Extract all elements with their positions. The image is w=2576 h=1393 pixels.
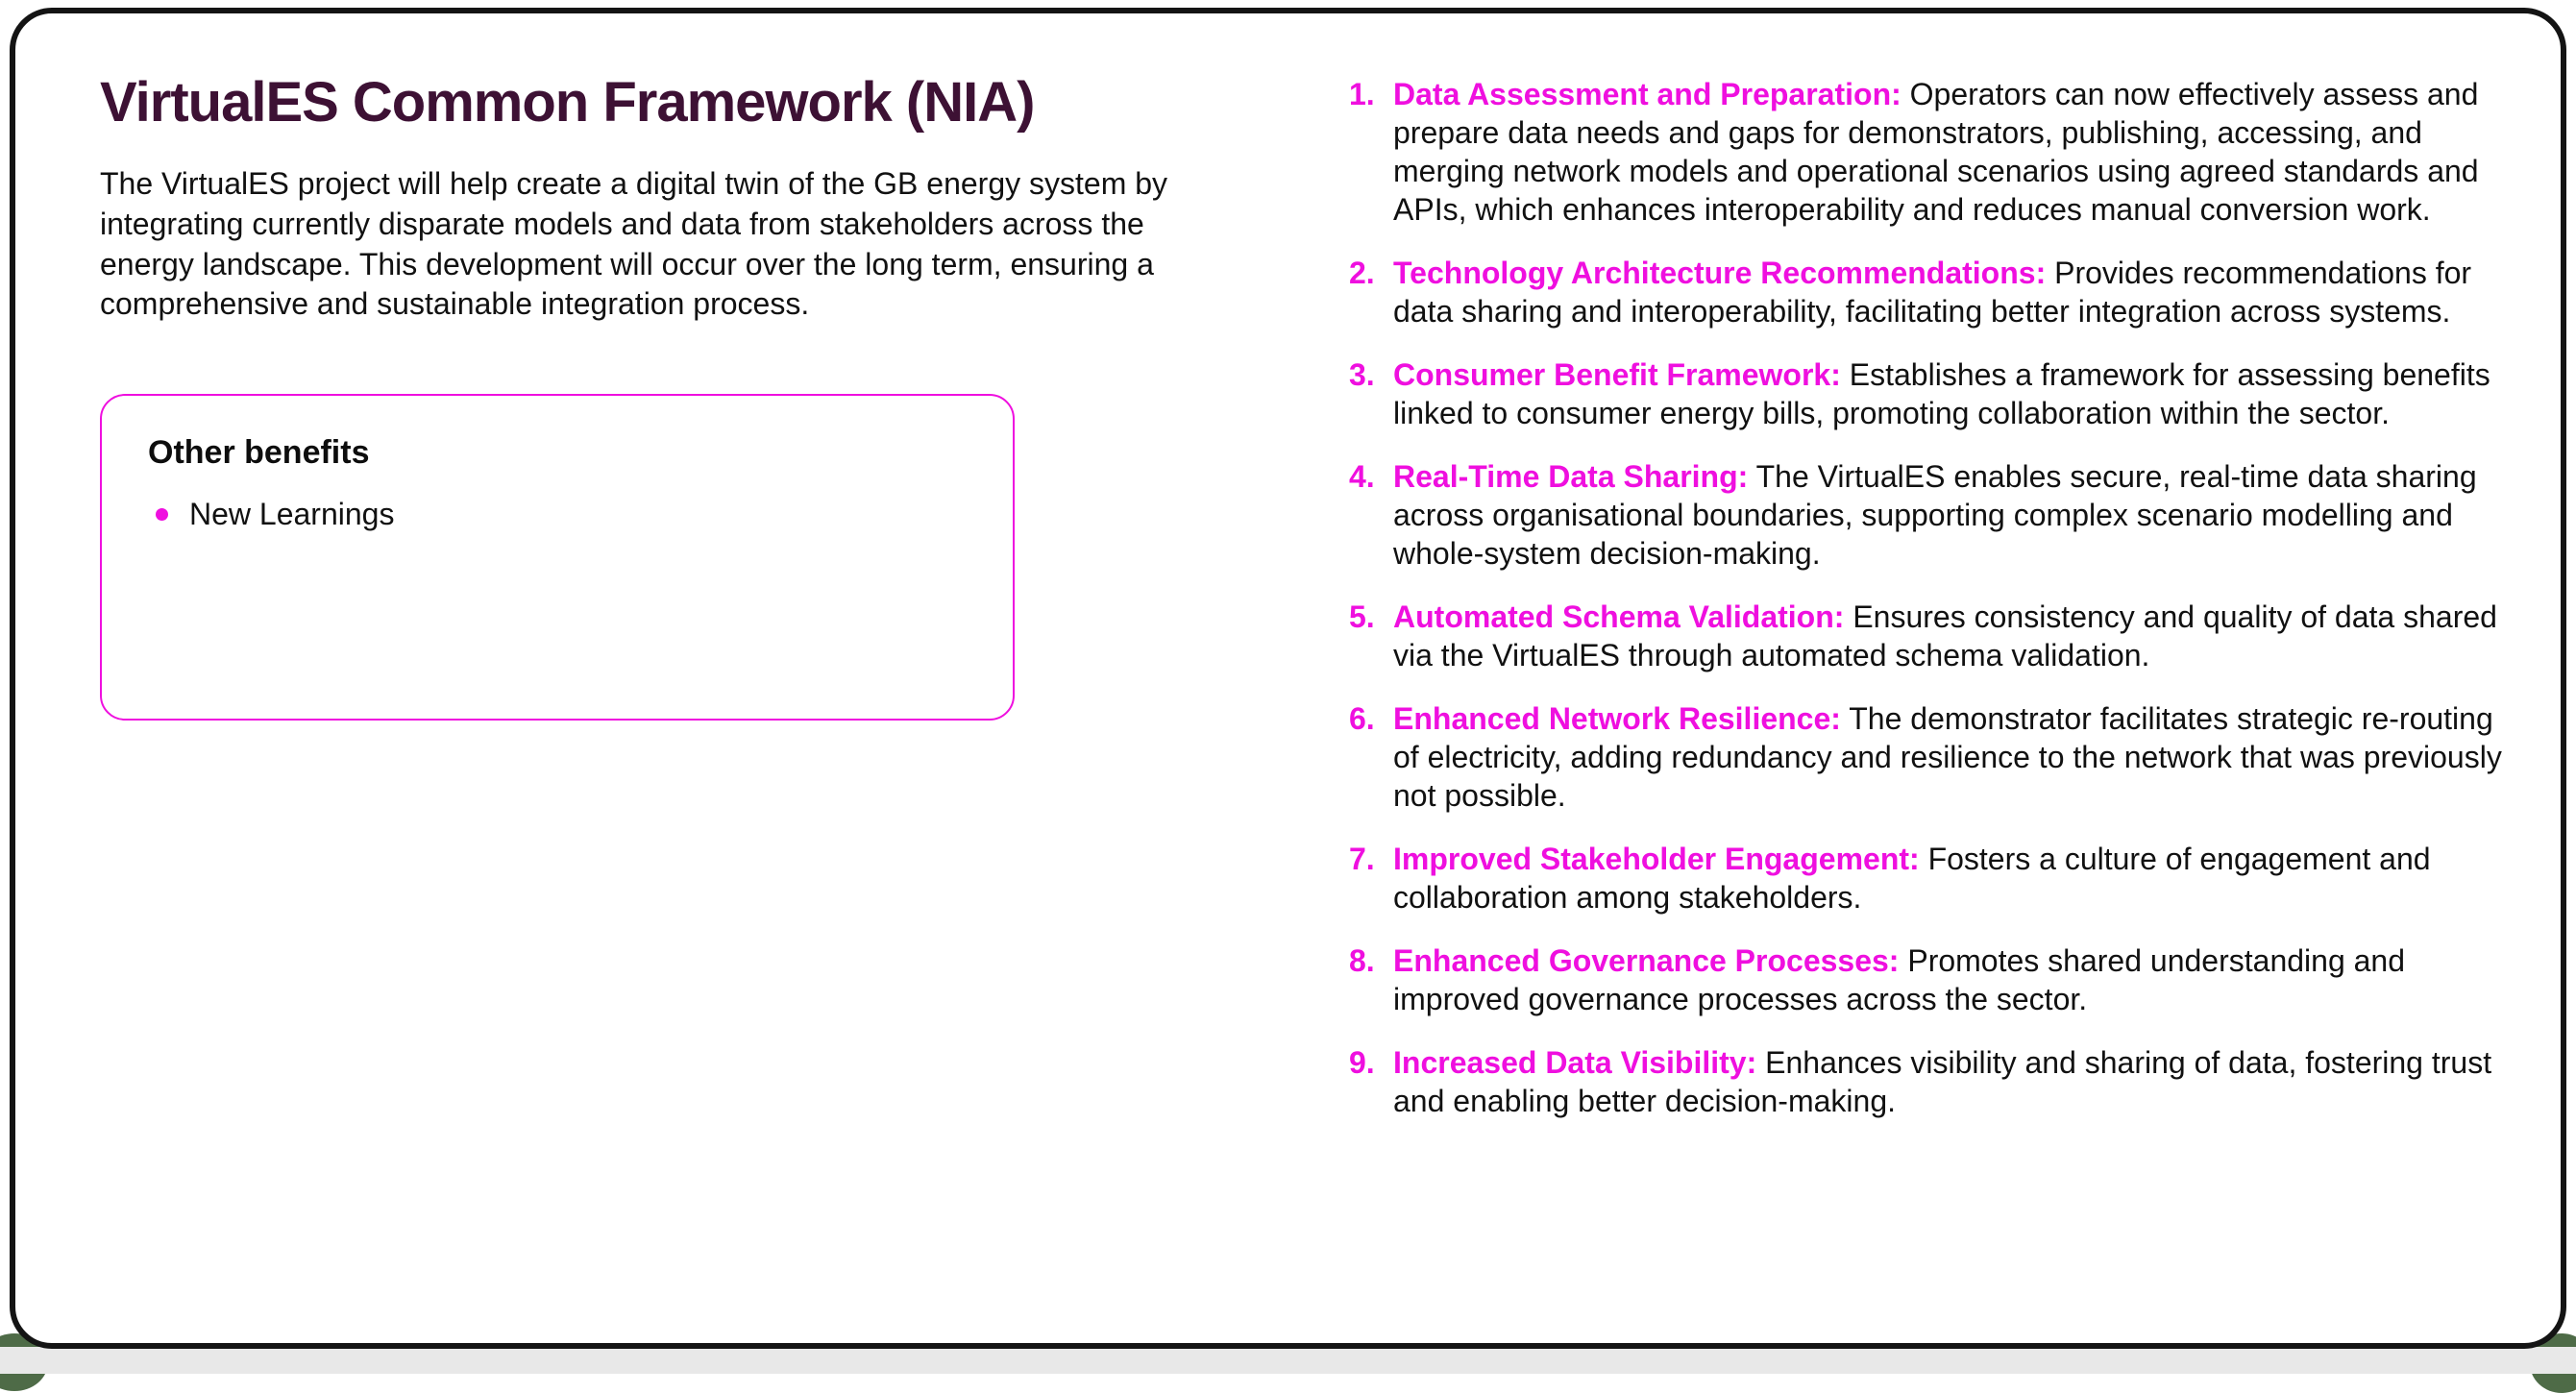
item-number: 5. bbox=[1349, 599, 1375, 634]
item-text: The VirtualES enables secure, real-time data sharing across organisational boundaries, supporting complex scenario modelling and whole-system decision-making. bbox=[1393, 459, 2477, 571]
item-number: 6. bbox=[1349, 701, 1375, 736]
item-label: Automated Schema Validation: bbox=[1393, 599, 1845, 634]
list-item bbox=[1349, 355, 2512, 432]
item-label: Improved Stakeholder Engagement: bbox=[1393, 842, 1920, 876]
item-label: Technology Architecture Recommendations: bbox=[1393, 256, 2047, 290]
item-text: Promotes shared understanding and improved governance processes across the sector. bbox=[1393, 943, 2406, 1016]
right-column bbox=[1349, 75, 2512, 1145]
list-item bbox=[1349, 941, 2512, 1018]
item-number: 3. bbox=[1349, 357, 1375, 392]
other-benefits-list bbox=[148, 497, 967, 532]
list-item bbox=[1349, 1043, 2512, 1120]
slide-card bbox=[10, 8, 2566, 1349]
item-text: Provides recommendations for data sharing and interoperability, facilitating better integration across systems. bbox=[1393, 256, 2472, 329]
item-number: 7. bbox=[1349, 842, 1375, 876]
intro-paragraph: The VirtualES project will help create a digital twin of the GB energy system by integrating currently disparate models and data from stakeholders across the energy landscape. This development will occur over the long term, ensuring a comprehensive and sustainable integration process. bbox=[100, 165, 1168, 322]
other-benefits-heading: Other benefits bbox=[148, 434, 370, 472]
item-text: The demonstrator facilitates strategic re-routing of electricity, adding redundancy and resilience to the network that was previously not possible. bbox=[1393, 701, 2502, 813]
item-label: Real-Time Data Sharing: bbox=[1393, 459, 1749, 494]
item-number: 8. bbox=[1349, 943, 1375, 978]
list-item bbox=[1349, 75, 2512, 229]
list-item bbox=[1349, 840, 2512, 916]
page-title: VirtualES Common Framework (NIA) bbox=[100, 71, 1035, 134]
bullet-dot-icon bbox=[156, 508, 168, 521]
item-text: Fosters a culture of engagement and collaboration among stakeholders. bbox=[1393, 842, 2431, 915]
item-number: 4. bbox=[1349, 459, 1375, 494]
left-column bbox=[100, 71, 1234, 721]
benefits-numbered-list bbox=[1349, 75, 2512, 1120]
item-text: Operators can now effectively assess and prepare data needs and gaps for demonstrators, publishing, accessing, and merging network models and operational scenarios using agreed standards and APIs, which enhances interoperability and reduces manual conversion work. bbox=[1393, 77, 2479, 227]
item-label: Increased Data Visibility: bbox=[1393, 1045, 1757, 1080]
list-item bbox=[148, 497, 967, 532]
other-benefits-box bbox=[100, 394, 1015, 721]
item-number: 9. bbox=[1349, 1045, 1375, 1080]
item-label: Enhanced Network Resilience: bbox=[1393, 701, 1841, 736]
benefit-label: New Learnings bbox=[189, 497, 395, 532]
list-item bbox=[1349, 457, 2512, 573]
list-item bbox=[1349, 699, 2512, 815]
item-label: Consumer Benefit Framework: bbox=[1393, 357, 1841, 392]
deck-bottom-strip bbox=[0, 1347, 2576, 1374]
item-text: Enhances visibility and sharing of data, fostering trust and enabling better decision-making. bbox=[1393, 1045, 2492, 1118]
item-number: 1. bbox=[1349, 77, 1375, 111]
item-label: Data Assessment and Preparation: bbox=[1393, 77, 1901, 111]
item-text: Establishes a framework for assessing benefits linked to consumer energy bills, promoting collaboration within the sector. bbox=[1393, 357, 2490, 430]
list-item bbox=[1349, 254, 2512, 330]
list-item bbox=[1349, 598, 2512, 674]
item-label: Enhanced Governance Processes: bbox=[1393, 943, 1900, 978]
item-text: Ensures consistency and quality of data shared via the VirtualES through automated schema validation. bbox=[1393, 599, 2497, 672]
item-number: 2. bbox=[1349, 256, 1375, 290]
